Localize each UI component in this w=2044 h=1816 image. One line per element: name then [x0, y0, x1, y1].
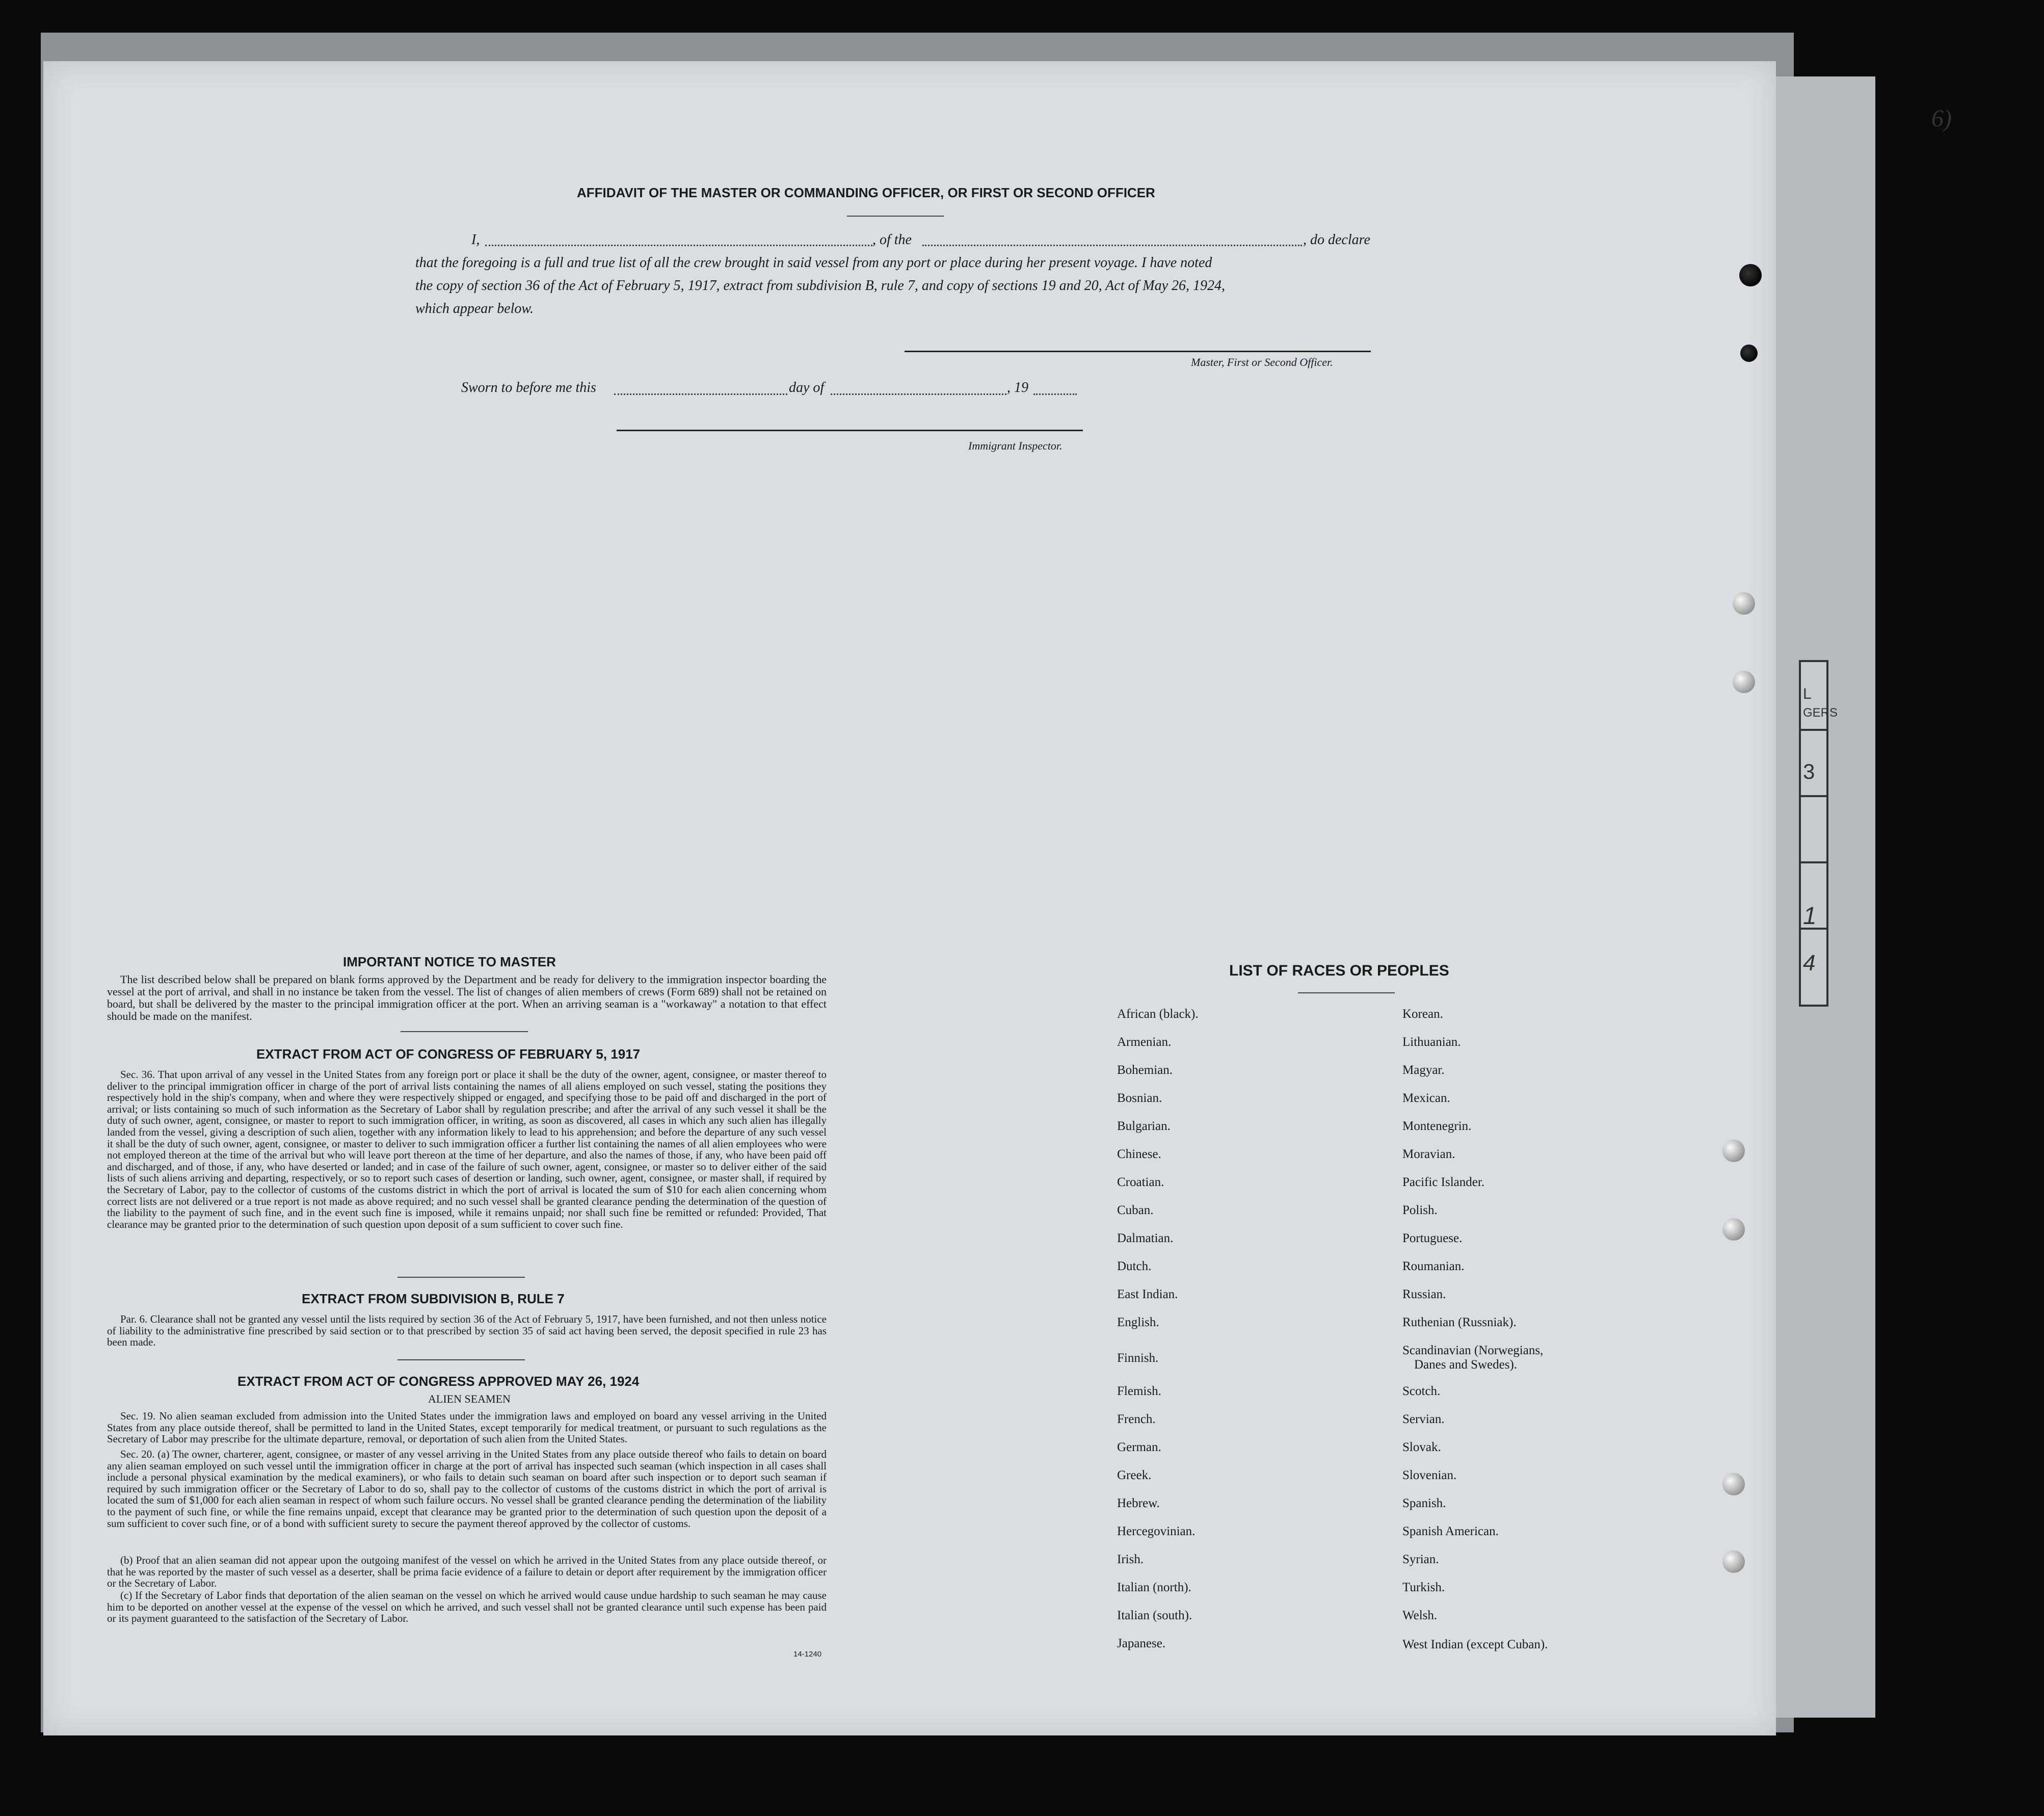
handwritten-mark: 6)	[1931, 105, 1952, 132]
race-item: Lithuanian.	[1402, 1035, 1461, 1049]
sworn-year-blank	[1033, 393, 1077, 395]
form-number: 14-1240	[793, 1650, 822, 1659]
race-item: Servian.	[1402, 1412, 1445, 1426]
binder-hole	[1722, 1550, 1745, 1573]
race-item: Magyar.	[1402, 1063, 1445, 1077]
binder-hole	[1722, 1218, 1745, 1241]
side-tab-divider	[1799, 861, 1828, 863]
race-item: Montenegrin.	[1402, 1119, 1472, 1133]
side-tab-text: 3	[1803, 759, 1815, 783]
race-item: Welsh.	[1402, 1609, 1438, 1622]
binder-hole	[1733, 592, 1755, 615]
sworn-day-of: day of	[789, 380, 825, 396]
race-item: Polish.	[1402, 1203, 1438, 1217]
affidavit-line4: which appear below.	[415, 301, 534, 317]
sworn-month-blank	[831, 393, 1006, 395]
master-signature-line	[905, 351, 1371, 352]
sworn-start: Sworn to before me this	[461, 380, 596, 396]
race-item: Japanese.	[1117, 1637, 1166, 1650]
race-item: Russian.	[1402, 1287, 1446, 1301]
side-tab-divider	[1799, 729, 1828, 731]
notice-title: IMPORTANT NOTICE TO MASTER	[343, 954, 556, 969]
race-item: Bulgarian.	[1117, 1119, 1171, 1133]
race-item: Korean.	[1402, 1007, 1443, 1021]
race-item: Roumanian.	[1402, 1259, 1465, 1273]
sec-20c-text: (c) If the Secretary of Labor finds that deportation of the alien seaman on the vessel on which he arrived would cause undue hardship to such seaman he may cause him to be deported on another vessel at the expense of the vessel on which he arrived, and such vessel shall not be granted clearance until such expense has been paid or its payment guaranteed to the satisfaction of the Secretary of Labor.	[107, 1589, 827, 1625]
race-item: Scotch.	[1402, 1384, 1441, 1398]
name-blank	[485, 245, 872, 246]
race-item: Hercegovinian.	[1117, 1524, 1196, 1538]
sworn-year: , 19	[1007, 380, 1028, 396]
side-tab-divider	[1799, 795, 1828, 797]
race-item: Turkish.	[1402, 1581, 1445, 1594]
affidavit-do-declare: , do declare	[1303, 232, 1370, 248]
side-tab-text: 4	[1803, 951, 1816, 976]
side-tab-text: 1	[1803, 903, 1817, 930]
sec-19-text: Sec. 19. No alien seaman excluded from admission into the United States under the immigration laws and employed on board any vessel arriving in the United States from any place outside thereof, shall be permitted to land in the United States, except temporarily for medical treatment, or pursuant to such regulations as the Secretary of Labor may prescribe for the ultimate departure, removal, or deportation of such alien from the United States.	[107, 1410, 827, 1445]
affidavit-line2: that the foregoing is a full and true list of all the crew brought in said vessel from any port or place during her present voyage. I have noted	[415, 255, 1212, 271]
race-item: French.	[1117, 1412, 1156, 1426]
race-item: Dalmatian.	[1117, 1231, 1174, 1245]
race-item: Bosnian.	[1117, 1091, 1162, 1105]
binder-hole	[1740, 345, 1758, 362]
sec-20b-text: (b) Proof that an alien seaman did not appear upon the outgoing manifest of the vessel on which he arrived in the United States from any place outside thereof, or that he was reported by the master of such vessel as a deserter, shall be prima facie evidence of a failure to detain or deport after requirement by the immigration officer or the Secretary of Labor.	[107, 1554, 827, 1590]
inspector-signature-line	[617, 430, 1083, 431]
extract-1917-text: Sec. 36. That upon arrival of any vessel in the United States from any foreign port or place it shall be the duty of the owner, agent, consignee, or master thereof to deliver to the principal immigration officer in charge of the port of arrival lists containing the names of all aliens employed on such vessel, stating the positions they respectively hold in the ship's company, when and where they were respectively shipped or engaged, and specifying those to be paid off and discharged in the port of arrival; or lists containing so much of such information as the Secretary of Labor shall by regulation prescribe; and after the arrival of any such vessel it shall be the duty of such owner, agent, consignee, or master to report to such immigration officer, in writing, as soon as discovered, all cases in which any such alien has illegally landed from the vessel, giving a description of such alien, together with any information likely to lead to his apprehension; and before the departure of any such vessel it shall be the duty of such owner, agent, consignee, or master to deliver to such immigration officer a further list containing the names of all alien employees who were not employed thereon at the time of the arrival but who will leave port thereon at the time of her departure, and also the names of those, if any, who have been paid off and discharged, and of those, if any, who have deserted or landed; and in case of the failure of such owner, agent, consignee, or master so to deliver either of the said lists of such aliens arriving and departing, respectively, or so to report such cases of desertion or landing, such owner, agent, consignee, or master shall, if required by the Secretary of Labor, pay to the collector of customs of the customs district in which the port of arrival is located the sum of $10 for each alien concerning whom correct lists are not delivered or a true report is not made as above required; and no such vessel shall be granted clearance pending the determination of the question of the liability to the payment of such fine, and in the event such fine is imposed, while it remains unpaid; nor shall such fine be remitted or refunded: Provided, That clearance may be granted prior to the determination of such question upon deposit of a sum sufficient to cover such fine.	[107, 1068, 827, 1230]
affidavit-title: AFFIDAVIT OF THE MASTER OR COMMANDING OFFICER, OR FIRST OR SECOND OFFICER	[577, 185, 1155, 200]
side-tab-text: L	[1803, 686, 1812, 702]
race-item: Croatian.	[1117, 1175, 1164, 1189]
binder-hole	[1722, 1140, 1745, 1162]
binder-hole	[1722, 1473, 1745, 1495]
race-item: Finnish.	[1117, 1351, 1159, 1365]
race-item: Irish.	[1117, 1552, 1144, 1566]
subdivision-b-title: EXTRACT FROM SUBDIVISION B, RULE 7	[302, 1291, 565, 1306]
race-item: Italian (north).	[1117, 1581, 1191, 1594]
divider	[397, 1359, 525, 1360]
divider	[401, 1031, 528, 1032]
race-item: Slovak.	[1402, 1440, 1441, 1454]
divider	[847, 216, 944, 217]
race-item: Scandinavian (Norwegians,	[1402, 1344, 1544, 1357]
extract-1917-title: EXTRACT FROM ACT OF CONGRESS OF FEBRUARY 5, 1917	[256, 1046, 641, 1062]
sworn-day-blank	[614, 393, 787, 395]
races-title: LIST OF RACES OR PEOPLES	[1229, 962, 1449, 979]
affidavit-line1-start: I,	[471, 232, 480, 248]
race-item: African (black).	[1117, 1007, 1199, 1021]
race-item: English.	[1117, 1315, 1159, 1329]
divider	[1298, 992, 1395, 993]
extract-1924-title: EXTRACT FROM ACT OF CONGRESS APPROVED MAY 26, 1924	[237, 1374, 640, 1389]
race-item: Ruthenian (Russniak).	[1402, 1315, 1517, 1329]
race-item: German.	[1117, 1440, 1161, 1454]
inspector-label: Immigrant Inspector.	[968, 439, 1063, 452]
race-item: Dutch.	[1117, 1259, 1152, 1273]
race-item: Portuguese.	[1402, 1231, 1463, 1245]
affidavit-line3: the copy of section 36 of the Act of February 5, 1917, extract from subdivision B, rule 7, and copy of sections 19 and 20, Act of May 26, 1924,	[415, 278, 1226, 294]
race-item: Pacific Islander.	[1402, 1175, 1485, 1189]
race-item: Bohemian.	[1117, 1063, 1173, 1077]
race-item: Flemish.	[1117, 1384, 1161, 1398]
race-item: Slovenian.	[1402, 1468, 1457, 1482]
race-item: East Indian.	[1117, 1287, 1178, 1301]
race-item: Mexican.	[1402, 1091, 1450, 1105]
race-item: Spanish.	[1402, 1496, 1446, 1510]
vessel-blank	[922, 245, 1302, 246]
race-item: Spanish American.	[1402, 1524, 1499, 1538]
race-item: Moravian.	[1402, 1147, 1455, 1161]
divider	[397, 1277, 525, 1278]
race-item: Armenian.	[1117, 1035, 1172, 1049]
race-item: Italian (south).	[1117, 1609, 1192, 1622]
master-signature-label: Master, First or Second Officer.	[1191, 356, 1333, 369]
sec-20a-text: Sec. 20. (a) The owner, charterer, agent, consignee, or master of any vessel arriving in the United States from any place outside thereof who fails to detain on board any alien seaman employed on such vessel until the immigration officer in charge at the port of arrival has inspected such seaman (which inspection in all cases shall include a personal physical examination by the medical examiners), or who fails to detain such seaman on board after such inspection or to deport such seaman if required by such immigration officer or the Secretary of Labor to do so, shall pay to the collector of customs of the customs district in which the port of arrival is located the sum of $1,000 for each alien seaman in respect of whom such failure occurs. No vessel shall be granted clearance pending the determination of the liability to the payment of such fine, or while the fine remains unpaid, except that clearance may be granted prior to the determination of such question upon the deposit of a sum sufficient to cover such fine, or of a bond with sufficient surety to secure the payment thereof approved by the collector of customs.	[107, 1448, 827, 1530]
race-item: West Indian (except Cuban).	[1402, 1638, 1548, 1651]
affidavit-of-the: , of the	[872, 232, 912, 248]
race-item: Hebrew.	[1117, 1496, 1160, 1510]
race-item: Greek.	[1117, 1468, 1152, 1482]
race-item: Syrian.	[1402, 1552, 1439, 1566]
binder-hole	[1739, 264, 1762, 286]
race-item: Chinese.	[1117, 1147, 1161, 1161]
side-tab-text: GERS	[1803, 706, 1838, 720]
binder-hole	[1733, 671, 1755, 693]
extract-1924-subtitle: ALIEN SEAMEN	[428, 1392, 511, 1405]
race-item: Danes and Swedes).	[1414, 1358, 1518, 1372]
subdivision-b-text: Par. 6. Clearance shall not be granted any vessel until the lists required by section 36 of the Act of February 5, 1917, have been furnished, and not then unless notice of liability to the administrative fine prescribed by said section or to that prescribed by section 35 of said act having been served, the deposit specified in rule 23 has been made.	[107, 1313, 827, 1349]
notice-text: The list described below shall be prepared on blank forms approved by the Department and be ready for delivery to the immigration inspector boarding the vessel at the port of arrival, and shall in no instance be taken from the vessel. The list of changes of alien members of crews (Form 689) shall not be retained on board, but shall be delivered by the master to the principal immigration officer at the port. When an arriving seaman is a "workaway" a notation to that effect should be made on the manifest.	[107, 973, 827, 1022]
race-item: Cuban.	[1117, 1203, 1154, 1217]
